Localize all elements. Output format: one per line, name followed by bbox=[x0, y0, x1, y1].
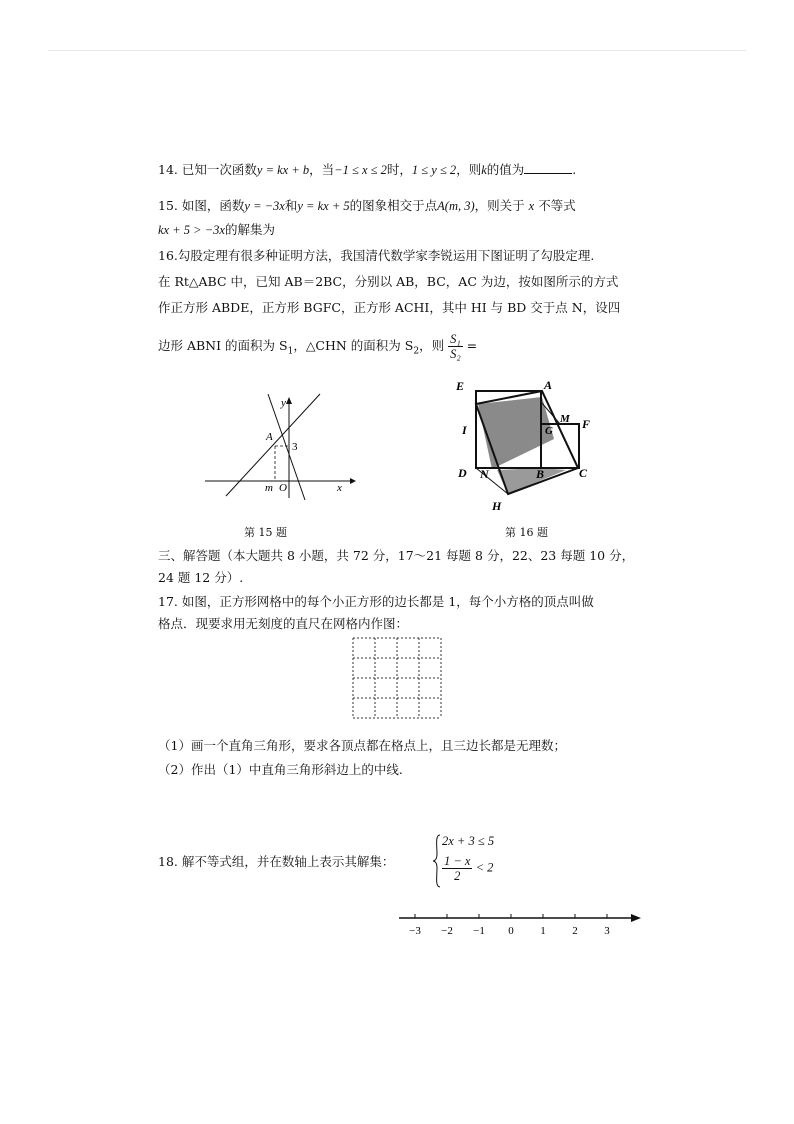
number-line-tick-label: 1 bbox=[540, 925, 546, 937]
q14-text-c: 时， bbox=[386, 162, 412, 177]
inequality-2-denominator: 2 bbox=[454, 869, 461, 883]
q16-text-c: ，则 bbox=[419, 338, 445, 353]
number-line-tick-label: 3 bbox=[604, 925, 610, 937]
number-line-arrow-icon bbox=[631, 914, 641, 922]
number-line-tick-label: −2 bbox=[441, 925, 453, 937]
figure-16-caption: 第 16 题 bbox=[505, 526, 548, 539]
label-x: x bbox=[337, 482, 342, 494]
label-C: C bbox=[579, 466, 588, 480]
label-A: A bbox=[544, 378, 553, 392]
label-N: N bbox=[480, 467, 489, 481]
question-14 bbox=[158, 160, 576, 178]
number-line[interactable] bbox=[395, 908, 645, 940]
label-D: D bbox=[458, 466, 467, 480]
q16-sub-1: 1 bbox=[287, 346, 294, 357]
q14-range: 1 ≤ y ≤ 2 bbox=[411, 163, 457, 177]
question-16-line-4 bbox=[158, 332, 477, 361]
label-m: m bbox=[265, 482, 273, 494]
label-B: B bbox=[536, 467, 545, 481]
q14-func: y = kx + b bbox=[256, 163, 310, 177]
label-A: A bbox=[266, 431, 273, 443]
q15-f1: y = −3x bbox=[244, 199, 285, 213]
q15-line-2: 的解集为 bbox=[224, 222, 275, 237]
label-I: I bbox=[462, 423, 467, 437]
question-17-line-2: 格点．现要求用无刻度的直尺在网格内作图： bbox=[158, 616, 409, 631]
q14-text-b: ，当 bbox=[309, 162, 335, 177]
label-O: O bbox=[279, 482, 287, 494]
fraction-denominator: S₂ bbox=[450, 347, 461, 361]
question-15-line-1 bbox=[158, 196, 576, 214]
q14-text-e: 的值为 bbox=[486, 162, 525, 177]
q15-text-a: 如图，函数 bbox=[181, 198, 245, 213]
figure-16-diagram bbox=[448, 376, 598, 516]
q16-line-1-text: 勾股定理有很多种证明方法，我国清代数学家李锐运用下图证明了勾股定理. bbox=[177, 248, 595, 263]
section-3-header-line-1: 三、解答题（本大题共 8 小题，共 72 分，17～21 每题 8 分，22、23 每题 10 分， bbox=[158, 548, 635, 563]
q14-cond: −1 ≤ x ≤ 2 bbox=[334, 163, 387, 177]
q15-x: x bbox=[528, 199, 535, 213]
q15-number: 15. bbox=[158, 198, 178, 213]
inequality-2-fraction bbox=[442, 854, 472, 883]
q15-f2: y = kx + 5 bbox=[297, 199, 350, 213]
page-top-rule bbox=[48, 50, 746, 51]
s1-over-s2-fraction bbox=[448, 332, 463, 361]
q16-text-b: ，△CHN 的面积为 S bbox=[293, 338, 414, 353]
label-F: F bbox=[582, 417, 591, 431]
inequality-2-rest: < 2 bbox=[475, 860, 494, 875]
number-line-tick-label: 2 bbox=[572, 925, 578, 937]
inequality-2-numerator: 1 − x bbox=[444, 854, 471, 868]
square-grid[interactable] bbox=[348, 632, 446, 726]
question-17-line-1: 17. 如图，正方形网格中的每个小正方形的边长都是 1，每个小方格的顶点叫做 bbox=[158, 594, 594, 609]
answer-blank[interactable] bbox=[524, 161, 572, 174]
inequality-system bbox=[432, 834, 512, 890]
q16-text-a: 边形 ABNI 的面积为 S bbox=[158, 338, 288, 353]
question-18-text: 18. 解不等式组，并在数轴上表示其解集： bbox=[158, 854, 395, 869]
section-3-header-line-2: 24 题 12 分）. bbox=[158, 570, 244, 585]
q16-equals: = bbox=[466, 338, 478, 353]
q15-text-d: ，则关于 bbox=[474, 198, 525, 213]
question-16-line-3: 作正方形 ABDE，正方形 BGFC，正方形 ACHI，其中 HI 与 BD 交于点 N，设四 bbox=[158, 300, 621, 315]
inequality-2 bbox=[442, 854, 493, 883]
label-H: H bbox=[492, 499, 502, 513]
number-line-tick-label: 0 bbox=[508, 925, 514, 937]
question-16-line-1 bbox=[158, 246, 594, 264]
q15-ineq: kx + 5 > −3x bbox=[158, 223, 225, 237]
fraction-numerator: S₁ bbox=[450, 332, 461, 346]
figure-15-graph bbox=[200, 390, 360, 505]
q14-number: 14. bbox=[158, 162, 178, 177]
label-E: E bbox=[456, 379, 465, 393]
q15-text-c: 的图象相交于点 bbox=[349, 198, 438, 213]
q15-point: A(m, 3) bbox=[437, 199, 475, 213]
question-17-part-2: （2）作出（1）中直角三角形斜边上的中线. bbox=[158, 762, 403, 777]
q14-text-d: ，则 bbox=[456, 162, 482, 177]
label-G: G bbox=[545, 425, 553, 437]
label-3: 3 bbox=[292, 441, 298, 453]
q16-sub-2: 2 bbox=[413, 346, 420, 357]
left-brace-icon bbox=[432, 834, 442, 888]
q16-number: 16. bbox=[158, 248, 178, 263]
q14-end: . bbox=[572, 162, 577, 177]
q15-text-b: 和 bbox=[284, 198, 298, 213]
shaded-quadrilateral-abni bbox=[478, 397, 554, 469]
figure-15-caption: 第 15 题 bbox=[244, 526, 287, 539]
label-y: y bbox=[281, 397, 286, 409]
x-axis-arrow bbox=[350, 478, 356, 484]
q14-k: k bbox=[481, 163, 487, 177]
question-15-line-2 bbox=[158, 220, 275, 238]
question-17-part-1: （1）画一个直角三角形，要求各顶点都在格点上，且三边长都是无理数； bbox=[158, 738, 566, 753]
q14-text-a: 已知一次函数 bbox=[181, 162, 257, 177]
number-line-tick-label: −3 bbox=[409, 925, 421, 937]
question-16-line-2: 在 Rt△ABC 中，已知 AB＝2BC，分别以 AB，BC，AC 为边，按如图所示的方式 bbox=[158, 274, 619, 289]
label-M: M bbox=[560, 413, 570, 425]
q15-text-e: 不等式 bbox=[538, 198, 576, 213]
inequality-1: 2x + 3 ≤ 5 bbox=[442, 834, 495, 848]
y-axis-arrow bbox=[286, 397, 292, 404]
number-line-tick-label: −1 bbox=[473, 925, 485, 937]
